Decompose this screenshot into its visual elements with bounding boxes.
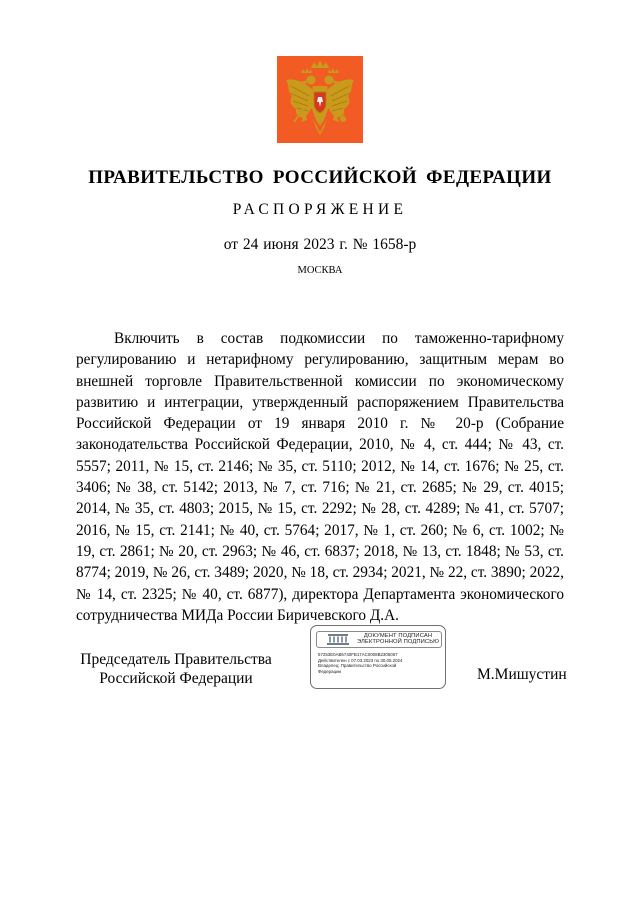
coat-of-arms-emblem (277, 56, 363, 143)
stamp-caption (355, 633, 441, 646)
document-city: МОСКВА (297, 265, 343, 276)
electronic-signature-stamp (310, 625, 446, 689)
stamp-header (316, 631, 442, 648)
signer-title-line1: Председатель Правительства (80, 651, 272, 668)
stamp-validity: Действителен с 07.03.2023 по 30.05.2024 (318, 657, 403, 663)
stamp-caption-line1: ДОКУМЕНТ ПОДПИСАН (363, 633, 433, 639)
stamp-owner-line1: Владелец: Правительство Российской (318, 663, 397, 668)
signer-title-line2: Российской Федерации (99, 670, 253, 687)
stamp-certificate-info (318, 652, 402, 674)
stamp-certificate-number: 57253E0AB6740FB17AC0008B2305057 (318, 652, 398, 657)
signer-name: М.Мишустин (477, 666, 567, 683)
stamp-caption-line2: ЭЛЕКТРОННОЙ ПОДПИСЬЮ (356, 639, 440, 646)
government-title: ПРАВИТЕЛЬСТВО РОССИЙСКОЙ ФЕДЕРАЦИИ (88, 167, 552, 188)
document-date-number: от 24 июня 2023 г. № 1658-р (223, 236, 417, 253)
signer-title (76, 650, 276, 688)
stamp-owner-line2: Федерации (318, 668, 341, 674)
document-type: РАСПОРЯЖЕНИЕ (232, 201, 408, 218)
russian-coat-of-arms-icon (277, 56, 363, 143)
government-building-icon (327, 634, 349, 645)
decree-paragraph: Включить в состав подкомиссии по таможенно-тарифному регулированию и нетарифному регулированию, защитным мерам во внешней торговле Правительственной комиссии по экономическому развитию и интеграции, утвержденный распоряжением Правительства Российской Федерации от 19 января 2010 г. № 20-р (Собрание законодательства Российской Федерации, 2010, № 4, ст. 444; № 43, ст. 5557; 2011, № 15, ст. 2146; № 35, ст. 5110; 2012, № 14, ст. 1676; № 25, ст. 3406; № 38, ст. 5142; 2013, № 7, ст. 716; № 21, ст. 2685; № 29, ст. 4015; 2014, № 35, ст. 4803; 2015, № 15, ст. 2292; № 28, ст. 4289; № 41, ст. 5707; 2016, № 15, ст. 2141; № 40, ст. 5764; 2017, № 1, ст. 260; № 6, ст. 1002; № 19, ст. 2861; № 20, ст. 2963; № 46, ст. 6837; 2018, № 13, ст. 1848; № 53, ст. 8774; 2019, № 26, ст. 3489; 2020, № 18, ст. 2934; 2021, № 22, ст. 3890; 2022, № 14, ст. 2325; № 40, ст. 6877), директора Департамента экономического сотрудничества МИДа России Биричевского Д.А. (76, 330, 564, 624)
